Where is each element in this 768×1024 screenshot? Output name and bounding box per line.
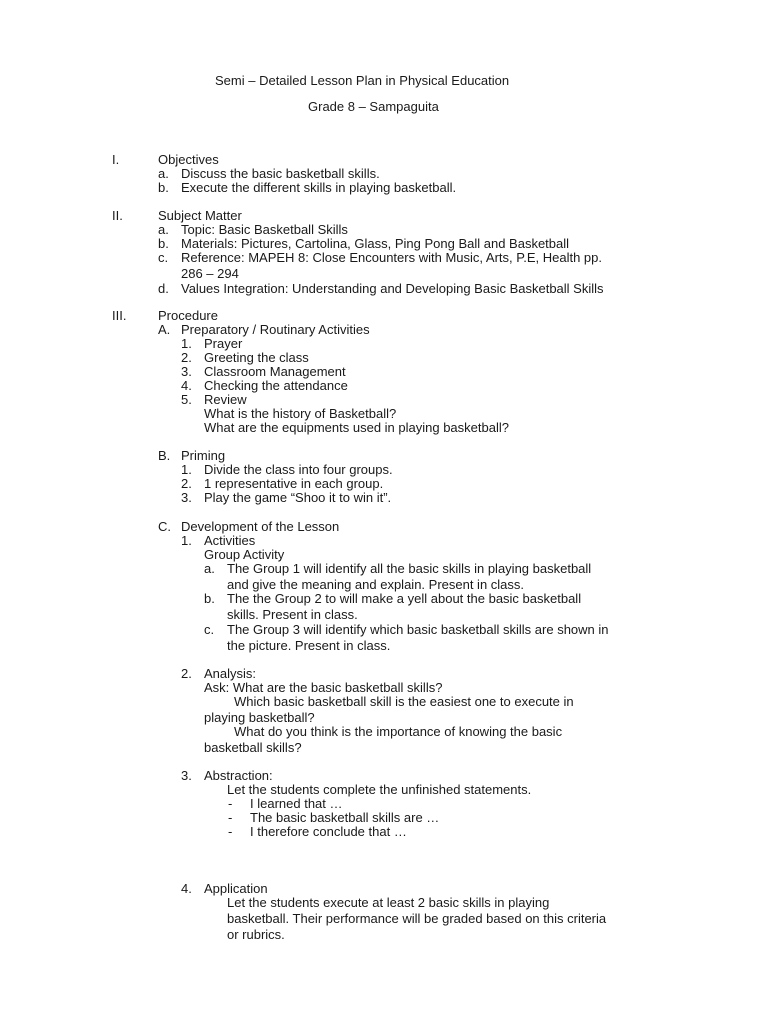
list-marker: - — [228, 824, 233, 839]
list-marker: 4. — [181, 378, 192, 393]
analysis-question: What do you think is the importance of knowing the basic — [234, 724, 563, 739]
list-item: Values Integration: Understanding and Developing Basic Basketball Skills — [181, 281, 604, 296]
list-item-continuation: skills. Present in class. — [227, 607, 358, 622]
list-item: The Group 3 will identify which basic basketball skills are shown in — [227, 622, 609, 637]
list-marker: b. — [158, 180, 169, 195]
list-marker: 3. — [181, 768, 192, 783]
list-item: Execute the different skills in playing basketball. — [181, 180, 457, 195]
list-marker: c. — [158, 250, 169, 265]
subsection-marker: A. — [158, 322, 171, 337]
abstraction-instruction: Let the students complete the unfinished statements. — [227, 782, 532, 797]
list-marker: 2. — [181, 476, 192, 491]
list-item: I therefore conclude that … — [250, 824, 407, 839]
list-marker: - — [228, 810, 233, 825]
list-item: The the Group 2 to will make a yell about the basic basketball — [227, 591, 582, 606]
application-text: Let the students execute at least 2 basic skills in playing — [227, 895, 550, 910]
group-activity-label: Group Activity — [204, 547, 285, 562]
abstraction-heading: Abstraction: — [204, 768, 273, 783]
subsection-marker: C. — [158, 519, 171, 534]
list-marker: 1. — [181, 533, 192, 548]
application-text: or rubrics. — [227, 927, 285, 942]
list-item: Topic: Basic Basketball Skills — [181, 222, 348, 237]
analysis-question-continuation: basketball skills? — [204, 740, 302, 755]
grade-section: Grade 8 – Sampaguita — [308, 99, 439, 114]
section-numeral: III. — [112, 308, 127, 323]
list-item: 1 representative in each group. — [204, 476, 384, 491]
review-question: What is the history of Basketball? — [204, 406, 397, 421]
section-heading: Procedure — [158, 308, 218, 323]
list-item-continuation: and give the meaning and explain. Present in class. — [227, 577, 525, 592]
list-marker: - — [228, 796, 233, 811]
analysis-question: Ask: What are the basic basketball skills? — [204, 680, 443, 695]
list-marker: 3. — [181, 490, 192, 505]
list-item: Greeting the class — [204, 350, 309, 365]
list-marker: 4. — [181, 881, 192, 896]
list-item: Discuss the basic basketball skills. — [181, 166, 380, 181]
subsection-marker: B. — [158, 448, 171, 463]
list-marker: 1. — [181, 336, 192, 351]
analysis-heading: Analysis: — [204, 666, 257, 681]
section-numeral: I. — [112, 152, 120, 167]
list-item: Prayer — [204, 336, 243, 351]
list-marker: 2. — [181, 350, 192, 365]
list-item-continuation: the picture. Present in class. — [227, 638, 391, 653]
list-marker: 2. — [181, 666, 192, 681]
subsection-heading: Development of the Lesson — [181, 519, 340, 534]
application-heading: Application — [204, 881, 268, 896]
analysis-question: Which basic basketball skill is the easiest one to execute in — [234, 694, 574, 709]
list-item-continuation: 286 – 294 — [181, 266, 239, 281]
list-item: Classroom Management — [204, 364, 346, 379]
list-marker: a. — [158, 166, 169, 181]
section-heading: Subject Matter — [158, 208, 242, 223]
list-item: Divide the class into four groups. — [204, 462, 393, 477]
list-marker: a. — [204, 561, 215, 576]
list-marker: b. — [204, 591, 215, 606]
list-marker: c. — [204, 622, 215, 637]
list-item: I learned that … — [250, 796, 343, 811]
list-item: Reference: MAPEH 8: Close Encounters with Music, Arts, P.E, Health pp. — [181, 250, 603, 265]
list-item: Review — [204, 392, 247, 407]
list-marker: a. — [158, 222, 169, 237]
review-question: What are the equipments used in playing basketball? — [204, 420, 509, 435]
subsection-heading: Priming — [181, 448, 226, 463]
section-heading: Objectives — [158, 152, 219, 167]
list-marker: 3. — [181, 364, 192, 379]
list-marker: 1. — [181, 462, 192, 477]
page-title: Semi – Detailed Lesson Plan in Physical Education — [215, 73, 510, 88]
section-numeral: II. — [112, 208, 123, 223]
subsection-heading: Preparatory / Routinary Activities — [181, 322, 370, 337]
list-item: Checking the attendance — [204, 378, 348, 393]
list-marker: 5. — [181, 392, 192, 407]
analysis-question-continuation: playing basketball? — [204, 710, 315, 725]
list-item: The Group 1 will identify all the basic skills in playing basketball — [227, 561, 592, 576]
list-marker: b. — [158, 236, 169, 251]
list-marker: d. — [158, 281, 169, 296]
application-text: basketball. Their performance will be graded based on this criteria — [227, 911, 607, 926]
list-item: Play the game “Shoo it to win it”. — [204, 490, 392, 505]
list-item: The basic basketball skills are … — [250, 810, 440, 825]
list-item: Materials: Pictures, Cartolina, Glass, Ping Pong Ball and Basketball — [181, 236, 570, 251]
activities-heading: Activities — [204, 533, 256, 548]
